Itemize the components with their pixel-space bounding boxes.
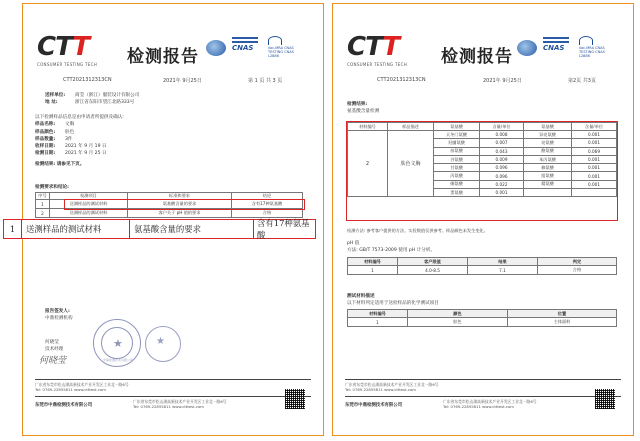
table-row: 2 送测样品的测试材料 客户关于 pH 值的要求 合格: [36, 209, 303, 218]
report-date: 2021年 9月25日: [163, 78, 202, 84]
table-row: 丝氨酸 0.043 酪氨酸 0.069: [348, 147, 617, 155]
globe-icon: [517, 40, 537, 56]
official-stamp: ★ 中鼎检测技术有限公司: [93, 319, 141, 367]
field-row: 样品数量: 3件: [35, 136, 73, 142]
ctt-logo: CTT: [37, 32, 90, 62]
ph-section: pH 值 方法: GB/T 7573-2009 使用 pH 计分析。: [347, 241, 436, 253]
table-row: 丙氨酸 0.096 组氨酸 0.001: [348, 172, 617, 180]
table-row: 缬氨酸 0.022 精氨酸 0.001: [348, 180, 617, 188]
ph-table: 材料编号 客户限值 结果 判定 1 4.0-8.5 7.1 合格: [347, 257, 617, 275]
table-row: 谷氨酸 0.009 苯丙氨酸 0.001: [348, 155, 617, 163]
table-row: 1 4.0-8.5 7.1 合格: [348, 266, 617, 275]
signature: 何晓莹: [39, 356, 67, 366]
field-row: 收样日期: 2021 年 9 月 19 日: [35, 144, 107, 150]
footer-address: 广东省东莞市松山湖高新技术产业开发区工业北一路6号 Tel: 0769-22855811 www.ctttest.com: [133, 399, 227, 409]
report-date: 2021年 9月25日: [483, 78, 522, 84]
signer-name-block: 何晓莹 技术经理: [45, 340, 64, 352]
client-block: 送样单位: 商莹（浙江）服装设计有限公司 地 址: 浙江省东阳市望江北路333号: [45, 93, 140, 106]
logo-subtitle: CONSUMER TESTING TECH: [37, 62, 97, 67]
cnas-logo: CNAS: [543, 37, 575, 55]
report-title: 检测报告: [441, 47, 513, 67]
table-row: 2 肤色文胸 天冬门氨酸 0.008 异亮氨酸 0.001: [348, 131, 617, 139]
callout-item: 送测样品的测试材料: [22, 220, 130, 238]
method-note: 检测方法: 参考客户提供的方法。实验数值仅供参考。样品颜色未发生变化。: [347, 228, 488, 233]
table-row: 1 肤色 主体面料: [348, 318, 617, 327]
ctt-logo: CTT: [347, 32, 400, 62]
footer-company: 东莞市中鼎检测技术有限公司: [345, 403, 403, 408]
highlight-box: [64, 199, 305, 210]
qr-code: [285, 389, 305, 409]
table-row: 1 送测样品的测试材料 氨基酸含量的要求 含有17种氨基酸: [36, 200, 303, 209]
footer-note: 广东省东莞市松山湖高新技术产业开发区工业北一路6号 Tel: 0769-22855811 www.ctttest.com: [345, 382, 439, 392]
zoomed-result-row: [3, 219, 316, 239]
logo-subtitle: CONSUMER TESTING TECH: [347, 62, 407, 67]
callout-requirement: 氨基酸含量的要求: [130, 220, 254, 238]
req-title: 检测要求和结论:: [35, 185, 69, 190]
table-row: 甘氨酸 0.096 赖氨酸 0.001: [348, 164, 617, 172]
amino-acid-table: 材料编号 样品描述 氨基酸 含量/单位 氨基酸 含量/单位 2 肤色文胸 天冬门氨酸 0.008 异亮氨酸 0.001 羟脯氨酸 0.007 亮氨酸 0.001 丝氨酸 0.043 酪氨酸 0.069 谷氨酸 0.009 苯丙氨酸 0.001 甘氨酸 0.096 赖氨酸 0.001 丙氨酸 0.096 组氨酸 0.001 缬氨酸 0.022 精氨酸 0.001 蛋氨酸 0.001: [347, 122, 617, 197]
table-row: 蛋氨酸 0.001: [348, 189, 617, 197]
report-number: CTT2021312313CN: [377, 77, 426, 83]
footer-company: 东莞市中鼎检测技术有限公司: [35, 403, 93, 408]
callout-num: 1: [4, 220, 22, 238]
ilac-logo: ilac-MRA CNAS TESTING CNAS L2886: [579, 36, 615, 58]
field-row: 样品颜色: 肤色: [35, 129, 75, 135]
ilac-logo: ilac-MRA CNAS TESTING CNAS L2886: [268, 36, 304, 58]
highlight-box: [346, 121, 618, 221]
requirements-table: 序号 检测项目 标准和要求 结论 1 送测样品的测试材料 氨基酸含量的要求 含有17种氨基酸 2 送测样品的测试材料 客户关于 pH 值的要求 合格: [35, 192, 303, 218]
table-row: 羟脯氨酸 0.007 亮氨酸 0.001: [348, 139, 617, 147]
report-title: 检测报告: [127, 47, 199, 67]
footer-address: 广东省东莞市松山湖高新技术产业开发区工业北一路6号 Tel: 0769-22855811 www.ctttest.com: [443, 399, 537, 409]
callout-result: 含有17种氨基酸: [257, 218, 310, 240]
section-title: 检测结果: 氨基酸含量检测: [347, 102, 380, 114]
field-row: 样品名称: 文胸: [35, 122, 75, 128]
signer-block: 报告签发人: 中鼎检测机构: [45, 309, 73, 321]
stamp-secondary: ★: [145, 326, 181, 362]
report-page-2: [332, 3, 634, 436]
footer-note: 广东省东莞市松山湖高新技术产业开发区工业北一路6号 Tel: 0769-22855811 www.ctttest.com: [35, 382, 129, 392]
qr-code: [595, 389, 615, 409]
field-row: 检测日期: 2021 年 9 月 25 日: [35, 151, 107, 157]
page-number: 第 1 页 共 3 页: [248, 78, 283, 84]
material-table: 材料编号 颜色 位置 1 肤色 主体面料: [347, 309, 617, 327]
page-number: 第2页 共3页: [568, 78, 596, 84]
report-number: CTT2021312313CN: [63, 77, 112, 83]
globe-icon: [206, 40, 226, 56]
material-section: 测试材料描述 以下材料列定适用于送检样品的化学测试项目: [347, 294, 439, 306]
cnas-logo: CNAS: [232, 37, 264, 55]
sample-info: 以下检测样品信息是由申请者所提供及确认: 样品名称: 文胸 样品颜色: 肤色 样品数量: 3件 收样日期: 2021 年 9 月 19 日 检测日期: 2021 年 9 月 25 日 检测结果: 请参见下页。: [35, 115, 124, 167]
